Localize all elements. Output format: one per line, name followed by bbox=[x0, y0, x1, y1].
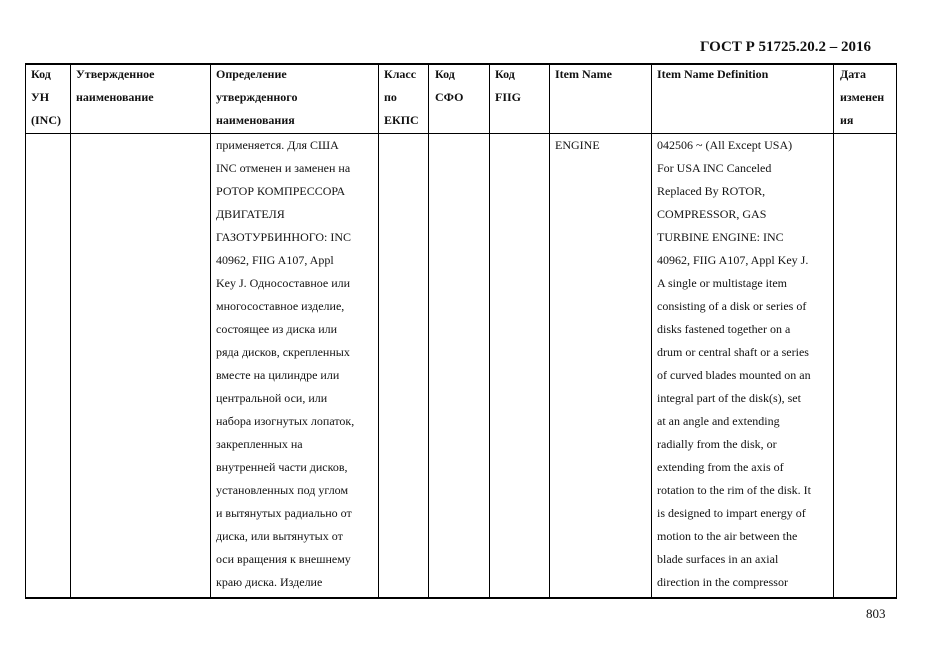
header-code-un: Код УН (INC) bbox=[31, 67, 61, 127]
column-border bbox=[378, 63, 379, 599]
document-title: ГОСТ Р 51725.20.2 – 2016 bbox=[700, 39, 872, 55]
column-border bbox=[210, 63, 211, 599]
cell-item-name: ENGINE bbox=[555, 138, 600, 152]
cell-definition: применяется. Для США INC отменен и заменен на РОТОР КОМПРЕССОРА ДВИГАТЕЛЯ ГАЗОТУРБИННОГО: INC 40962, FIIG A107, Appl Key J. Односоставное или многосоставное изделие, состоящее из диска или ряда дисков, скрепленных вместе на цилиндре или центральной оси, или набора изогнутых лопаток, закрепленных на внутренней части дисков, установленных под углом и вытянутых радиально от диска, или вытянутых от оси вращения к внешнему краю диска. Изделие bbox=[216, 138, 355, 589]
header-date-changed: Дата изменен ия bbox=[840, 67, 885, 127]
column-border bbox=[25, 63, 26, 599]
header-approved-name: Утвержденное наименование bbox=[76, 67, 155, 104]
column-border bbox=[70, 63, 71, 599]
column-border bbox=[651, 63, 652, 599]
column-border bbox=[428, 63, 429, 599]
header-code-fiig: Код FIIG bbox=[495, 67, 522, 104]
cell-item-name-definition: 042506 ~ (All Except USA) For USA INC Canceled Replaced By ROTOR, COMPRESSOR, GAS TURBINE ENGINE: INC 40962, FIIG A107, Appl Key J. A single or multistage item consisting of a disk or series of disks fastened together on a drum or central shaft or a series of curved blades mounted on an integral part of the disk(s), set at an angle and extending radially from the disk, or extending from the axis of rotation to the rim of the disk. It is designed to impart energy of motion to the air between the blade surfaces in an axial direction in the compressor bbox=[657, 138, 811, 589]
header-code-sfo: Код СФО bbox=[435, 67, 464, 104]
column-border bbox=[896, 63, 897, 599]
column-border bbox=[549, 63, 550, 599]
header-definition: Определение утвержденного наименования bbox=[216, 67, 298, 127]
table-bottom-border bbox=[25, 597, 897, 599]
header-item-name-definition: Item Name Definition bbox=[657, 67, 769, 81]
header-class-ekps: Класс по ЕКПС bbox=[384, 67, 419, 127]
page-number: 803 bbox=[866, 606, 886, 621]
column-border bbox=[489, 63, 490, 599]
header-item-name: Item Name bbox=[555, 67, 612, 81]
column-border bbox=[833, 63, 834, 599]
